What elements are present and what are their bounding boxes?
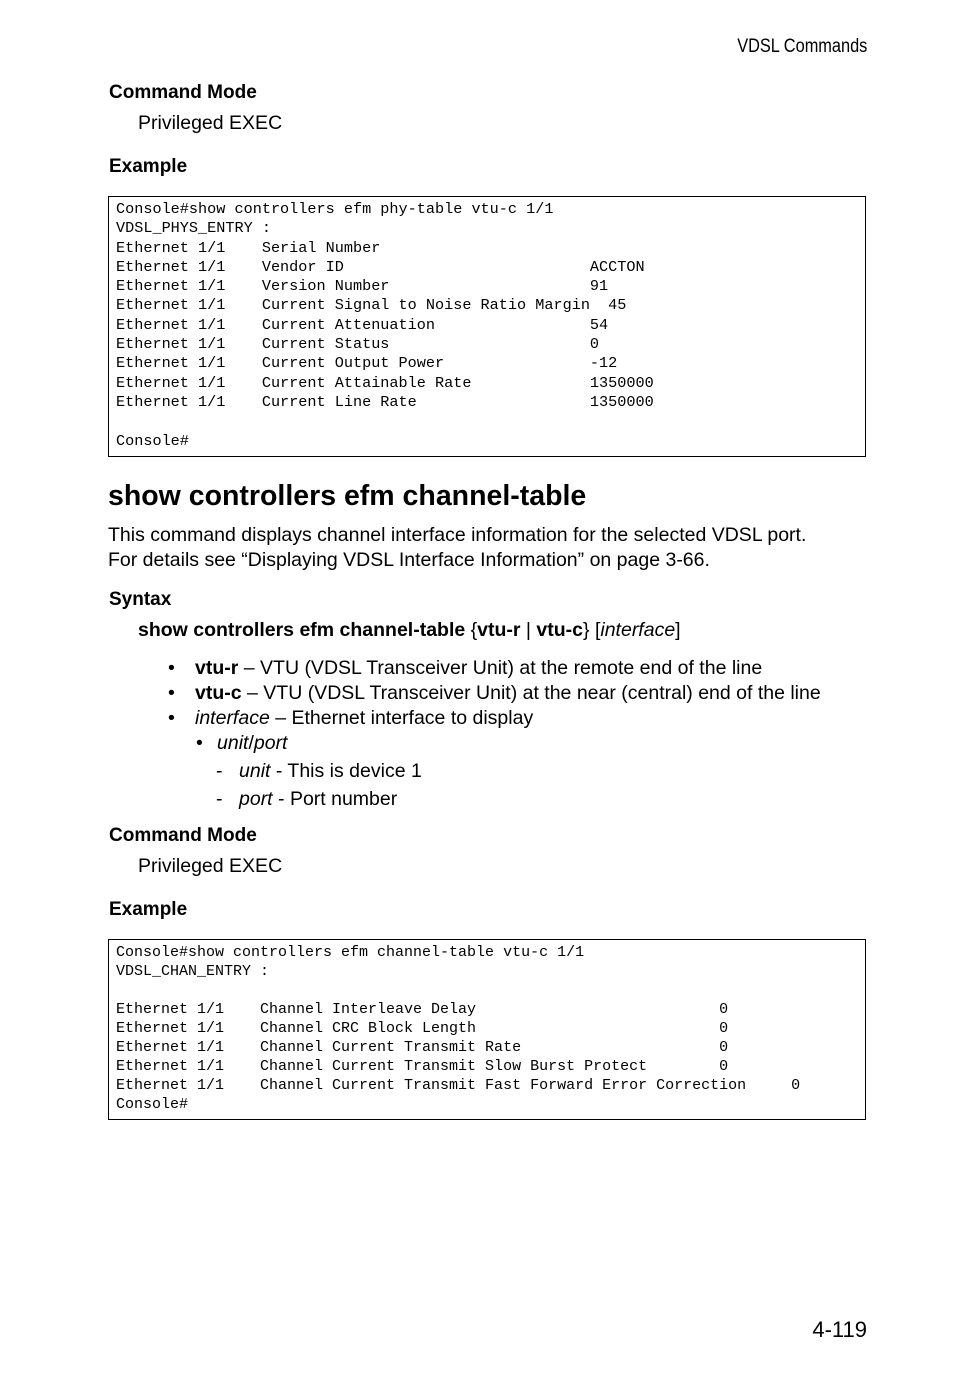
code-line: Ethernet 1/1 Channel Interleave Delay 0 xyxy=(116,1001,729,1018)
section-title: show controllers efm channel-table xyxy=(108,480,587,512)
code-line: Console#show controllers efm channel-table vtu-c 1/1 xyxy=(116,944,585,961)
syntax-separator: | xyxy=(520,619,537,641)
description-line: For details see “Displaying VDSL Interface Information” on page 3-66. xyxy=(108,549,710,571)
dash-text: - Port number xyxy=(272,788,398,810)
command-mode-heading: Command Mode xyxy=(109,82,257,103)
code-line: Ethernet 1/1 Serial Number xyxy=(116,238,381,257)
bullet-marker: • xyxy=(168,707,175,729)
syntax-close-brace: } [ xyxy=(583,619,601,641)
sub-bullet-unit: unit xyxy=(217,732,249,754)
code-line: Ethernet 1/1 Channel Current Transmit Slow Burst Protect 0 xyxy=(116,1058,729,1075)
code-line: Ethernet 1/1 Vendor ID ACCTON xyxy=(116,257,645,276)
sub-bullet-slash: / xyxy=(248,732,254,754)
command-mode-heading: Command Mode xyxy=(109,825,257,846)
description-line: This command displays channel interface information for the selected VDSL port. xyxy=(108,524,807,546)
dash-term: port xyxy=(239,788,273,810)
bullet-term: vtu-r xyxy=(195,657,239,679)
code-line: Console# xyxy=(116,431,189,450)
code-line: Ethernet 1/1 Current Status 0 xyxy=(116,335,600,354)
code-line: Ethernet 1/1 Channel Current Transmit Rate 0 xyxy=(116,1039,729,1056)
code-line: Ethernet 1/1 Current Output Power -12 xyxy=(116,354,618,373)
code-line: Console# xyxy=(116,1096,189,1113)
syntax-line xyxy=(138,619,681,642)
bullet-marker: • xyxy=(168,682,175,704)
dash-marker: - xyxy=(216,788,223,810)
running-header: VDSL Commands xyxy=(736,36,867,57)
code-line: Ethernet 1/1 Current Attenuation 54 xyxy=(116,315,609,334)
code-line: Console#show controllers efm phy-table vtu-c 1/1 xyxy=(116,200,554,218)
code-line: Ethernet 1/1 Version Number 91 xyxy=(116,277,609,296)
code-line: VDSL_CHAN_ENTRY : xyxy=(116,963,270,980)
code-line xyxy=(116,981,858,1000)
syntax-param: interface xyxy=(600,619,676,641)
code-example-phy-table xyxy=(108,196,866,457)
page-number: 4-119 xyxy=(812,1317,867,1342)
dash-term: unit xyxy=(239,760,271,782)
bullet-text: – VTU (VDSL Transceiver Unit) at the remote end of the line xyxy=(238,657,763,679)
code-line: Ethernet 1/1 Current Attainable Rate 1350000 xyxy=(116,373,654,392)
syntax-open-brace: { xyxy=(465,619,478,641)
bullet-text: – VTU (VDSL Transceiver Unit) at the near (central) end of the line xyxy=(241,682,821,704)
syntax-option-vtu-r: vtu-r xyxy=(477,619,521,641)
bullet-text: – Ethernet interface to display xyxy=(269,707,534,729)
command-mode-value: Privileged EXEC xyxy=(138,112,283,134)
code-example-channel-table xyxy=(108,939,866,1120)
code-line xyxy=(116,412,858,431)
dash-text: - This is device 1 xyxy=(270,760,422,782)
code-line: Ethernet 1/1 Current Signal to Noise Ratio Margin 45 xyxy=(116,296,627,315)
syntax-command: show controllers efm channel-table xyxy=(138,619,466,641)
bullet-term: interface xyxy=(195,707,270,729)
command-mode-value: Privileged EXEC xyxy=(138,855,283,877)
example-heading: Example xyxy=(109,156,188,177)
dash-marker: - xyxy=(216,760,223,782)
syntax-option-vtu-c: vtu-c xyxy=(536,619,584,641)
bullet-term: vtu-c xyxy=(195,682,242,704)
bullet-marker: • xyxy=(168,657,175,679)
syntax-heading: Syntax xyxy=(109,589,172,610)
bullet-marker: • xyxy=(196,732,203,754)
code-line: Ethernet 1/1 Channel CRC Block Length 0 xyxy=(116,1020,729,1037)
example-heading: Example xyxy=(109,899,188,920)
code-line: Ethernet 1/1 Channel Current Transmit Fast Forward Error Correction 0 xyxy=(116,1077,801,1094)
code-line: VDSL_PHYS_ENTRY : xyxy=(116,219,271,238)
code-line: Ethernet 1/1 Current Line Rate 1350000 xyxy=(116,392,654,411)
sub-bullet-port: port xyxy=(253,732,288,754)
syntax-close-bracket: ] xyxy=(675,619,681,641)
